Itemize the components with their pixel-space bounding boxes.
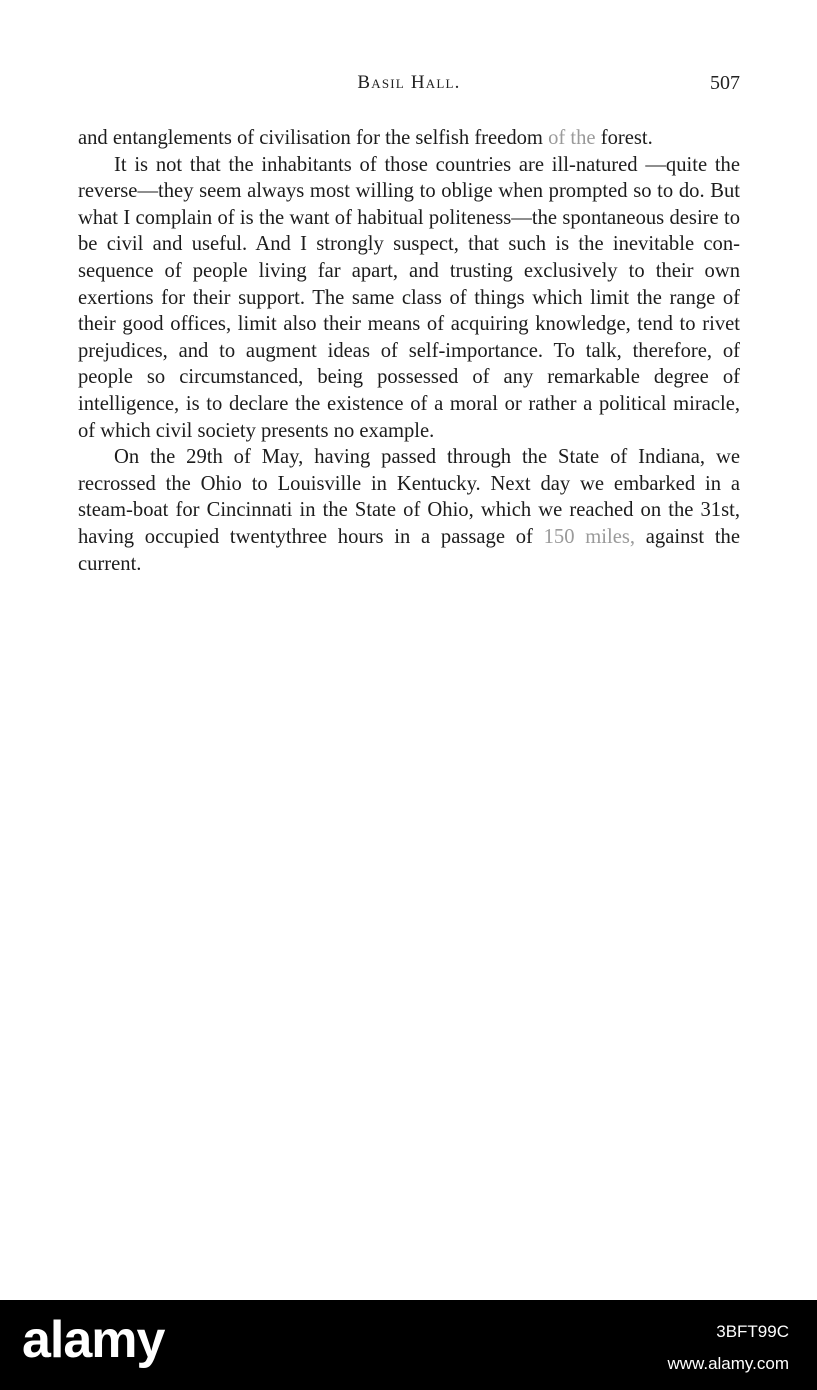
paragraph-3 (78, 444, 740, 577)
watermark-footer-bar (0, 1300, 817, 1390)
paragraph-1-end-text: forest. (595, 127, 653, 149)
paragraph-3-faint-text: 150 miles, (543, 525, 636, 548)
alamy-logo: alamy (22, 1311, 165, 1369)
site-url: www.alamy.com (667, 1354, 789, 1373)
running-title: Basil Hall. (357, 72, 461, 93)
paragraph-3-end-text: against the current. (78, 525, 740, 575)
page-number: 507 (710, 72, 740, 94)
paragraph-3-text: On the 29th of May, having passed through the State of Indiana, we recrossed the Ohio to Louisville in Kentucky. Next day we embarked in a steam-boat for Cincinnati in the State of Ohio, which we reached on the 31st, having occupied twentythree hours in a passage of (78, 446, 740, 548)
body-text (78, 125, 740, 577)
running-head (78, 72, 740, 100)
paragraph-1-faint-text: of the (542, 127, 596, 149)
image-id: 3BFT99C (716, 1322, 789, 1341)
paragraph-2: It is not that the inhabitants of those countries are ill-natured —quite the reverse—they seem always most willing to oblige when prompted so to do. But what I complain of is the want of habitual politeness—the spontaneous desire to be civil and useful. And I strongly suspect, that such is the inevitable consequence of people living far apart, and trusting exclusively to their own exertions for their support. The same class of things which limit the range of their good offices, limit also their means of acquiring knowledge, tend to rivet prejudices, and to augment ideas of self-importance. To talk, therefore, of people so circumstanced, being possessed of any remarkable degree of intelligence, is to declare the existence of a moral or rather a political miracle, of which civil society presents no example. (78, 153, 740, 442)
paragraph-1 (78, 125, 740, 152)
paragraph-1-text: and entanglements of civilisation for the selfish freedom (78, 127, 543, 149)
